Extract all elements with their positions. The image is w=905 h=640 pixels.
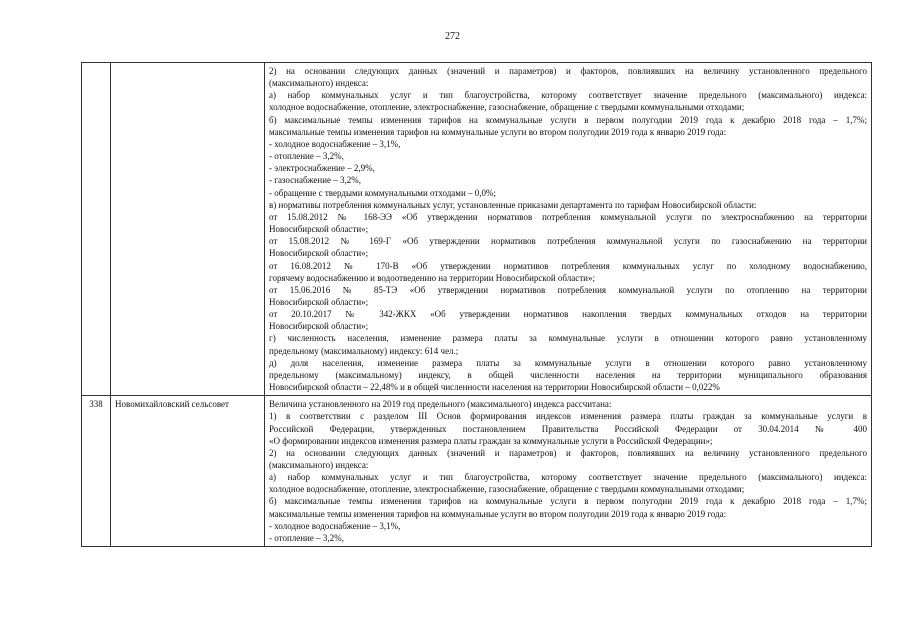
text-line: холодное водоснабжение, отопление, электроснабжение, газоснабжение, обращение с твердыми коммунальными отходами; xyxy=(269,484,745,495)
text-line: д) доля населения, изменение размера платы за коммунальные услуги в отношении которого равно установленному xyxy=(269,357,867,368)
text-line: горячему водоснабжению и водоотведению на территории Новосибирской области»; xyxy=(269,272,595,283)
text-line: холодное водоснабжение, отопление, электроснабжение, газоснабжение, обращение с твердыми коммунальными отходами; xyxy=(269,102,745,113)
text-line: (максимального) индекса: xyxy=(269,78,369,89)
text-line: - отопление – 3,2%, xyxy=(269,532,344,543)
text-line: 2) на основании следующих данных (значений и параметров) и факторов, повлиявших на величину установленного предельного xyxy=(269,66,867,76)
text-line: Новосибирской области»; xyxy=(269,248,369,259)
table-row xyxy=(82,396,872,547)
text-line: максимальные темпы изменения тарифов на коммунальные услуги во втором полугодии 2019 года к январю 2019 года: xyxy=(269,508,727,519)
text-line: а) набор коммунальных услуг и тип благоустройства, которому соответствует значение предельного (максимального) индекса: xyxy=(269,90,867,101)
text-line: Российской Федерации, утвержденных постановлением Правительства Российской Федерации от 30.04.2014 № 400 xyxy=(269,423,867,434)
text-line: «О формировании индексов изменения размера платы граждан за коммунальные услуги в Российской Федерации»; xyxy=(269,435,713,446)
text-line: от 20.10.2017 № 342-ЖКХ «Об утверждении нормативов накопления твердых коммунальных отходов на территории xyxy=(269,309,867,320)
row-number-cell xyxy=(82,63,111,396)
text-line: Новосибирской области – 22,48% и в общей численности населения на территории Новосибирской области – 0,022% xyxy=(269,382,720,393)
text-line: г) численность населения, изменение размера платы за коммунальные услуги в отношении которого равно установленному xyxy=(269,333,867,344)
text-line: (максимального) индекса: xyxy=(269,460,369,470)
text-line: 1) в соответствии с разделом III Основ формирования индексов изменения размера платы граждан за коммунальные услуги в xyxy=(269,411,867,422)
text-line: - газоснабжение – 3,2%, xyxy=(269,175,362,186)
text-line: а) набор коммунальных услуг и тип благоустройства, которому соответствует значение предельного (максимального) индекса: xyxy=(269,472,867,483)
text-line: Новосибирской области»; xyxy=(269,296,369,307)
text-line: максимальные темпы изменения тарифов на коммунальные услуги во втором полугодии 2019 года к январю 2019 года: xyxy=(269,126,727,137)
table-body xyxy=(82,63,872,547)
text-line: от 16.08.2012 № 170-В «Об утверждении нормативов потребления коммунальных услуг по холодному водоснабжению, xyxy=(269,260,867,271)
text-line: 2) на основании следующих данных (значений и параметров) и факторов, повлиявших на величину установленного предельного xyxy=(269,447,867,458)
tariff-index-table xyxy=(81,62,872,547)
text-line: Величина установленного на 2019 год предельного (максимального) индекса рассчитана: xyxy=(269,399,612,410)
text-line: - холодное водоснабжение – 3,1%, xyxy=(269,138,401,149)
text-line: - обращение с твердыми коммунальными отходами – 0,0%; xyxy=(269,187,497,198)
row-number-cell: 338 xyxy=(82,396,111,547)
text-line: б) максимальные темпы изменения тарифов на коммунальные услуги в первом полугодии 2019 года к декабрю 2018 года – 1,7%; xyxy=(269,114,867,125)
text-line: от 15.06.2016 № 85-ТЭ «Об утверждении нормативов потребления коммунальной услуги по отоплению на территории xyxy=(269,284,867,295)
index-description-cell xyxy=(265,396,872,547)
page-number: 272 xyxy=(445,31,460,42)
text-line: Новосибирской области»; xyxy=(269,321,369,332)
text-line: от 15.08.2012 № 168-ЭЭ «Об утверждении нормативов потребления коммунальной услуги по электроснабжению на территории xyxy=(269,211,867,222)
text-line: б) максимальные темпы изменения тарифов на коммунальные услуги в первом полугодии 2019 года к декабрю 2018 года – 1,7%; xyxy=(269,496,867,507)
municipality-name-cell xyxy=(111,63,265,396)
text-line: - электроснабжение – 2,9%, xyxy=(269,163,375,174)
index-description-cell xyxy=(265,63,872,396)
text-line: Новосибирской области»; xyxy=(269,224,369,235)
municipality-name-cell: Новомихайловский сельсовет xyxy=(111,396,265,547)
text-line: в) нормативы потребления коммунальных услуг, установленные приказами департамента по тарифам Новосибирской области: xyxy=(269,199,757,210)
text-line: предельному (максимальному) индексу: 614 чел.; xyxy=(269,345,459,356)
text-line: от 15.08.2012 № 169-Г «Об утверждении нормативов потребления коммунальной услуги по газоснабжению на территории xyxy=(269,236,867,247)
table-row xyxy=(82,63,872,396)
text-line: - отопление – 3,2%, xyxy=(269,151,344,162)
text-line: предельному (максимальному) индексу, в общей численности населения на территории муниципального образования xyxy=(269,369,867,380)
text-line: - холодное водоснабжение – 3,1%, xyxy=(269,520,401,531)
